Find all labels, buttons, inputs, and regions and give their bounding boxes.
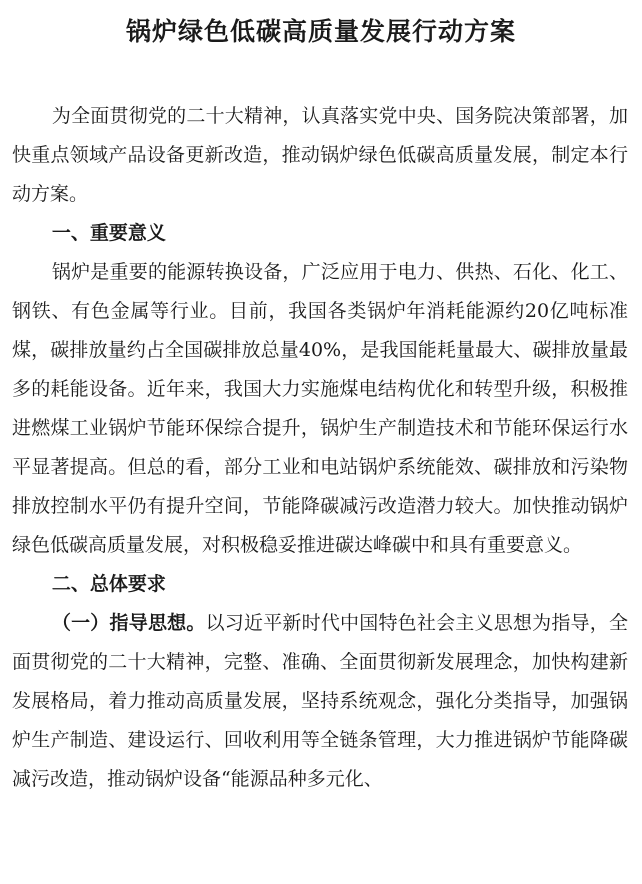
intro-paragraph: 为全面贯彻党的二十大精神，认真落实党中央、国务院决策部署，加快重点领域产品设备更新改造，推动锅炉绿色低碳高质量发展，制定本行动方案。 — [12, 105, 628, 205]
document-body — [12, 97, 628, 799]
section-heading-general-requirements: 二、总体要求 — [51, 573, 166, 595]
section-heading-significance: 一、重要意义 — [51, 222, 166, 244]
document-title: 锅炉绿色低碳高质量发展行动方案 — [125, 17, 516, 46]
section-paragraph-guiding-ideology — [12, 604, 628, 799]
subheading-guiding-ideology: （一）指导思想。 — [51, 612, 206, 634]
section-paragraph-significance: 锅炉是重要的能源转换设备，广泛应用于电力、供热、石化、化工、钢铁、有色金属等行业。目前，我国各类锅炉年消耗能源约20亿吨标准煤，碳排放量约占全国碳排放总量40%，是我国能耗量最大、碳排放量最多的耗能设备。近年来，我国大力实施煤电结构优化和转型升级，积极推进燃煤工业锅炉节能环保综合提升，锅炉生产制造技术和节能环保运行水平显著提高。但总的看，部分工业和电站锅炉系统能效、碳排放和污染物排放控制水平仍有提升空间，节能降碳减污改造潜力较大。加快推动锅炉绿色低碳高质量发展，对积极稳妥推进碳达峰碳中和具有重要意义。 — [12, 261, 628, 556]
guiding-ideology-text: 以习近平新时代中国特色社会主义思想为指导，全面贯彻党的二十大精神，完整、准确、全面贯彻新发展理念，加快构建新发展格局，着力推动高质量发展，坚持系统观念，强化分类指导，加强锅炉生产制造、建设运行、回收利用等全链条管理，大力推进锅炉节能降碳减污改造，推动锅炉设备“能源品种多元化、 — [12, 612, 628, 790]
